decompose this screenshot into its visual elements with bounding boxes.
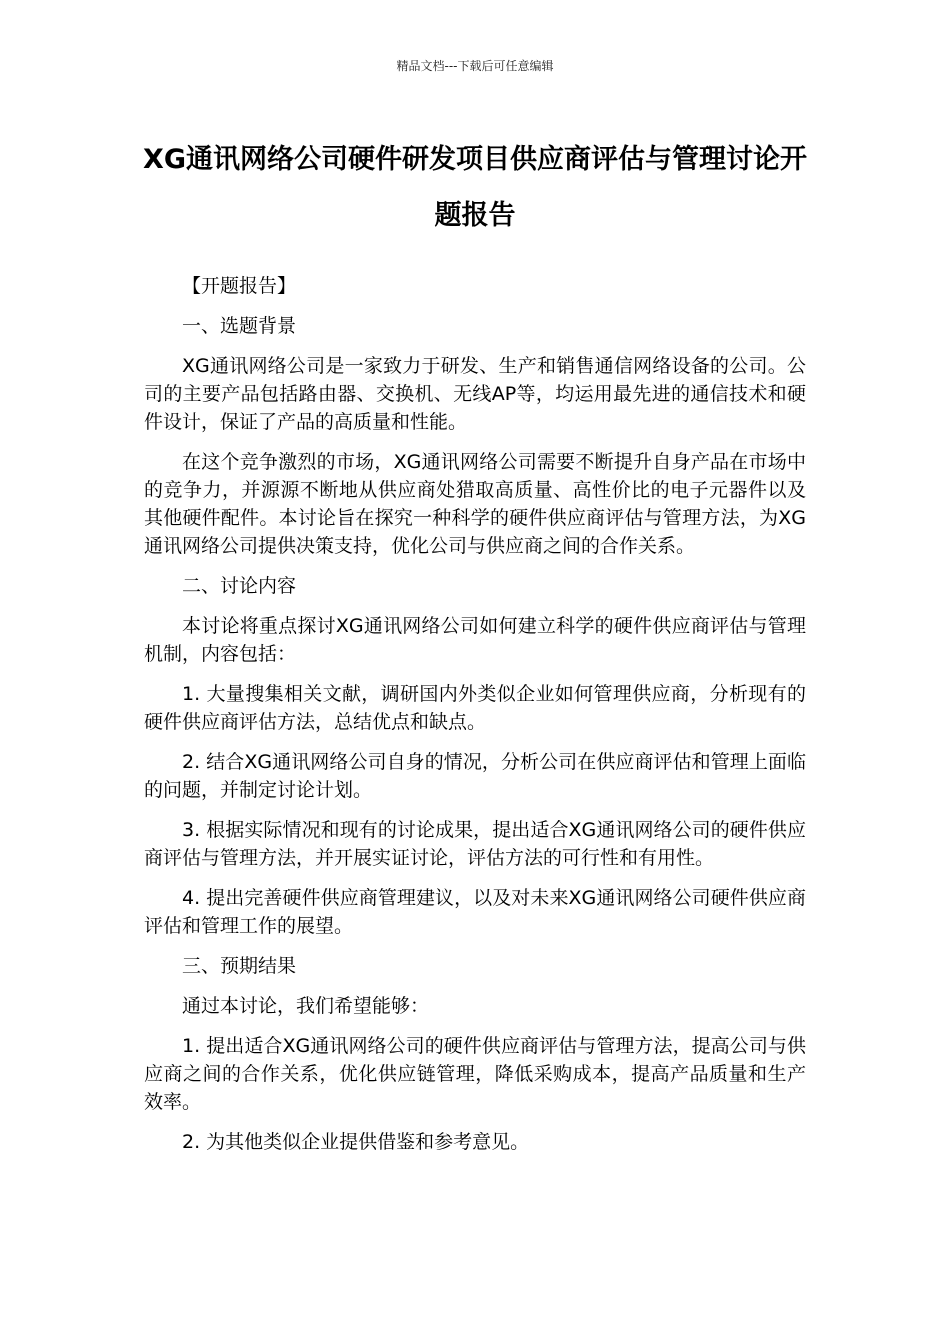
paragraph-market-competition: 在这个竞争激烈的市场，XG通讯网络公司需要不断提升自身产品在市场中的竞争力，并源源不断地从供应商处猎取高质量、高性价比的电子元器件以及其他硬件配件。本讨论旨在探究一种科学的硬件供应商评估与管理方法，为XG通讯网络公司提供决策支持，优化公司与供应商之间的合作关系。 bbox=[144, 451, 806, 557]
document-title: XG通讯网络公司硬件研发项目供应商评估与管理讨论开题报告 bbox=[143, 144, 807, 231]
list-item: 1. 大量搜集相关文献，调研国内外类似企业如何管理供应商，分析现有的硬件供应商评估方法，总结优点和缺点。 bbox=[144, 683, 806, 733]
header-note: 精品文档---下载后可任意编辑 bbox=[396, 59, 554, 73]
document-body bbox=[144, 272, 806, 1168]
list-item: 2. 结合XG通讯网络公司自身的情况，分析公司在供应商评估和管理上面临的问题，并制定讨论计划。 bbox=[144, 751, 806, 801]
list-item: 2. 为其他类似企业提供借鉴和参考意见。 bbox=[182, 1131, 530, 1153]
list-item: 3. 根据实际情况和现有的讨论成果，提出适合XG通讯网络公司的硬件供应商评估与管理方法，并开展实证讨论，评估方法的可行性和有用性。 bbox=[144, 819, 806, 869]
paragraph-content-intro: 本讨论将重点探讨XG通讯网络公司如何建立科学的硬件供应商评估与管理机制，内容包括： bbox=[144, 615, 806, 665]
list-item: 1. 提出适合XG通讯网络公司的硬件供应商评估与管理方法，提高公司与供应商之间的合作关系，优化供应链管理，降低采购成本，提高产品质量和生产效率。 bbox=[144, 1035, 806, 1113]
list-item: 4. 提出完善硬件供应商管理建议，以及对未来XG通讯网络公司硬件供应商评估和管理工作的展望。 bbox=[144, 887, 806, 937]
paragraph-results-intro: 通过本讨论，我们希望能够： bbox=[182, 995, 430, 1017]
section-heading-content: 二、讨论内容 bbox=[182, 575, 297, 597]
paragraph-company-intro: XG通讯网络公司是一家致力于研发、生产和销售通信网络设备的公司。公司的主要产品包括路由器、交换机、无线AP等，均运用最先进的通信技术和硬件设计，保证了产品的高质量和性能。 bbox=[144, 355, 806, 433]
section-heading-results: 三、预期结果 bbox=[182, 955, 297, 977]
section-heading-background: 一、选题背景 bbox=[182, 315, 297, 337]
report-label: 【开题报告】 bbox=[182, 275, 297, 297]
